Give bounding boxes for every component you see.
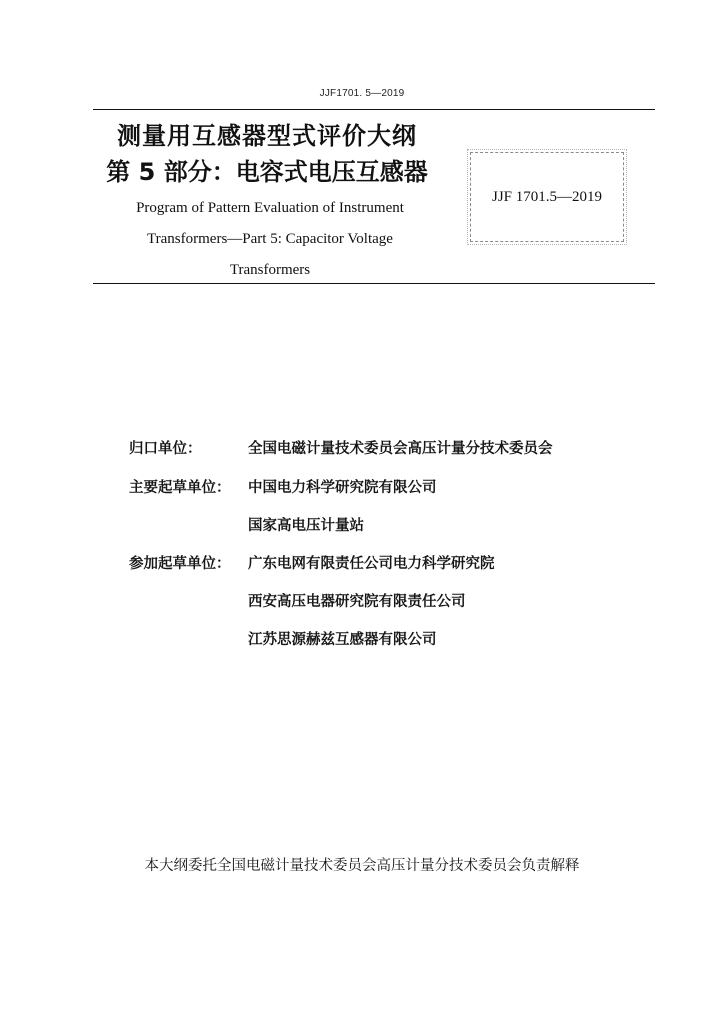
title-block (92, 118, 442, 190)
header-standard-code: JJF1701. 5—2019 (319, 88, 405, 99)
title-cn-line2: 第 5 部分：电容式电压互感器 (106, 158, 428, 186)
bottom-rule (93, 283, 655, 284)
title-cn-line1: 测量用互感器型式评价大纲 (117, 122, 417, 150)
top-rule (93, 109, 655, 110)
responsible-unit-value: 全国电磁计量技术委员会高压计量分技术委员会 (248, 441, 553, 457)
main-drafting-unit-1: 中国电力科学研究院有限公司 (248, 480, 437, 496)
standard-code-box (470, 152, 624, 242)
standard-code: JJF 1701.5—2019 (491, 188, 603, 205)
title-en-line3: Transformers (229, 262, 311, 278)
interpretation-note: 本大纲委托全国电磁计量技术委员会高压计量分技术委员会负责解释 (144, 858, 580, 874)
title-en-line2: Transformers—Part 5: Capacitor Voltage (147, 231, 393, 247)
participating-unit-1: 广东电网有限责任公司电力科学研究院 (248, 556, 495, 572)
main-drafting-label: 主要起草单位： (129, 480, 231, 496)
participating-unit-2: 西安高压电器研究院有限责任公司 (248, 594, 466, 610)
participating-unit-3: 江苏思源赫兹互感器有限公司 (248, 632, 437, 648)
participating-drafting-label: 参加起草单位： (129, 556, 231, 572)
title-en-line1: Program of Pattern Evaluation of Instrument (136, 200, 404, 216)
main-drafting-unit-2: 国家高电压计量站 (248, 518, 364, 534)
responsible-unit-label: 归口单位： (129, 441, 202, 457)
